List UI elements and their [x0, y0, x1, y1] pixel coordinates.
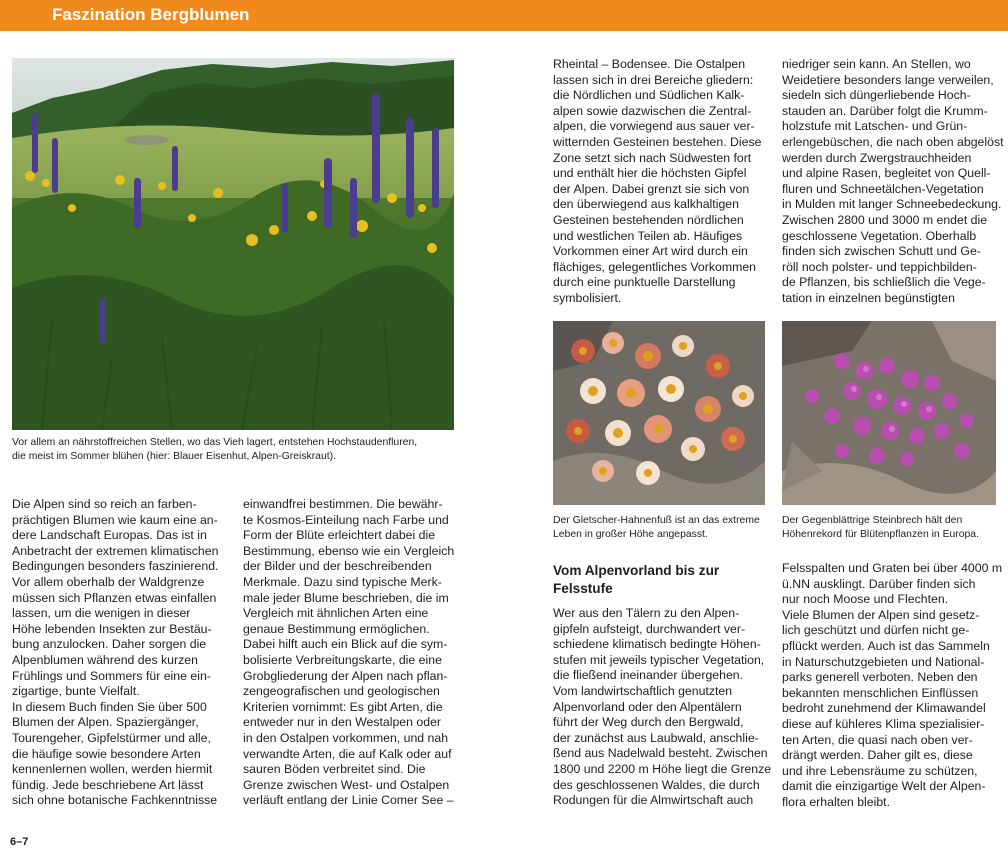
- meadow-photo: [12, 58, 454, 430]
- text-column-1: Die Alpen sind so reich an farben- prächtigen Blumen wie kaum eine an- dere Landschaft Europas. Das ist in Anbetracht der extremen klimatischen Bedingungen besonders faszinierend. Vor allem oberhalb der Waldgrenze müssen sich Pflanzen etwas einfallen lassen, um die wenigen in dieser Höhe lebenden Insekten zur Bestäu- bung anzulocken. Daher sorgen die Alpenblumen während des kurzen Frühlings und Sommers für eine ein- zigartige, bunte Vielfalt. In diesem Buch finden Sie über 500 Blumen der Alpen. Spaziergänger, Tourengeher, Gipfelstürmer und alle, die häufige sowie besondere Arten kennenlernen wollen, werden hiermit fündig. Jede beschriebene Art lässt sich ohne botanische Fachkenntnisse: [12, 497, 219, 808]
- ranunculus-photo: [553, 321, 765, 505]
- ranunculus-caption: Der Gletscher-Hahnenfuß ist an das extreme Leben in großer Höhe angepasst.: [553, 515, 760, 540]
- page-number: 6–7: [10, 836, 29, 848]
- text-column-4-bottom: Felsspalten und Graten bei über 4000 m ü.NN ausklingt. Darüber finden sich nur noch Moose und Flechten. Viele Blumen der Alpen sind gesetz- lich geschützt und dürfen nicht ge- pflückt werden. Auch ist das Sammeln in Naturschutzgebieten und National- parks generell verboten. Neben den bekannten menschlichen Einflüssen bedroht zunehmend der Klimawandel diese auf kühleres Klima spezialisier- ten Arten, die quasi nach oben ver- drängt werden. Daher gilt es, diese und ihre Lebensräume zu schützen, damit die einzigartige Welt der Alpen- flora erhalten bleibt.: [782, 561, 1003, 809]
- saxifrage-caption: Der Gegenblättrige Steinbrech hält den Höhenrekord für Blütenpflanzen in Europa.: [782, 515, 979, 540]
- saxifrage-photo: [782, 321, 996, 505]
- page-title: Faszination Bergblumen: [52, 5, 250, 24]
- section-body: Wer aus den Tälern zu den Alpen- gipfeln aufsteigt, durchwandert ver- schiedene klimatisch bedingte Höhen- stufen mit jeweils typischer Vegetation, die fließend ineinander übergehen. Vom landwirtschaftlich genutzten Alpenvorland oder den Alpentälern führt der Weg durch den Bergwald, der zunächst aus Laubwald, anschlie- ßend aus Nadelwald besteht. Zwischen 1800 und 2200 m Höhe liegt die Grenze des geschlossenen Waldes, die durch Rodungen für die Almwirtschaft auch: [553, 606, 772, 808]
- text-column-2: einwandfrei bestimmen. Die bewähr- te Kosmos-Einteilung nach Farbe und Form der Blüte erleichtert dabei die Bestimmung, ebenso wie ein Vergleich der Bilder und der beschreibenden Merkmale. Dazu sind typische Merk- male jeder Blume beschrieben, die im Vergleich mit ähnlichen Arten eine genaue Bestimmung ermöglichen. Dabei hilft auch ein Blick auf die sym- bolisierte Verbreitungskarte, die eine Grobgliederung der Alpen nach pflan- zengeografischen und geologischen Kriterien vornimmt: Es gibt Arten, die entweder nur in den Westalpen oder in den Ostalpen vorkommen, und nah verwandte Arten, die auf Kalk oder auf sauren Böden verbreitet sind. Die Grenze zwischen West- und Ostalpen verläuft entlang der Linie Comer See –: [243, 497, 455, 808]
- meadow-caption: Vor allem an nährstoffreichen Stellen, wo das Vieh lagert, entstehen Hochstaudenfluren, die meist im Sommer blühen (hier: Blauer Eisenhut, Alpen-Greiskraut).: [12, 437, 418, 462]
- text-column-4-top: niedriger sein kann. An Stellen, wo Weidetiere besonders lange verweilen, siedeln sich düngerliebende Hoch- stauden an. Darüber folgt die Krumm- holzstufe mit Latschen- und Grün- erlengebüschen, die nach oben abgelöst werden durch Zwergstrauchheiden und alpine Rasen, begleitet von Quell- fluren und Schneetälchen-Vegetation in Mulden mit langer Schneebedeckung. Zwischen 2800 und 3000 m endet die geschlossene Vegetation. Oberhalb finden sich zwischen Schutt und Ge- röll noch polster- und teppichbilden- de Pflanzen, bis schließlich die Vege- tation in einzelnen begünstigten: [782, 57, 1004, 305]
- text-column-3-bottom: [553, 562, 779, 809]
- section-heading: Vom Alpenvorland bis zur Felsstufe: [553, 563, 720, 596]
- text-column-3-top: Rheintal – Bodensee. Die Ostalpen lassen sich in drei Bereiche gliedern: die Nördlichen und Südlichen Kalk- alpen sowie dazwischen die Zentral- alpen, die vorwiegend aus sauer ver- witternden Gesteinen bestehen. Diese Zone setzt sich nach Südwesten fort und enthält hier die höchsten Gipfel der Alpen. Dabei grenzt sie sich von den überwiegend aus kalkhaltigen Gesteinen bestehenden nördlichen und westlichen Teilen ab. Häufiges Vorkommen einer Art wird durch ein flächiges, gelegentliches Vorkommen durch eine punktuelle Darstellung symbolisiert.: [553, 57, 762, 305]
